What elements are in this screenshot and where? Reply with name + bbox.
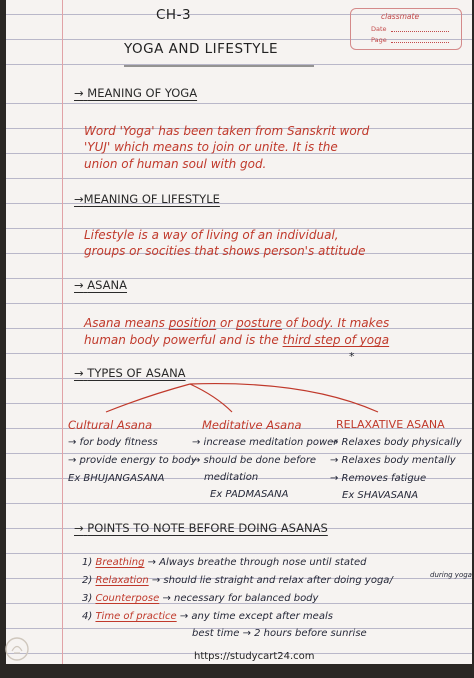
list-item: → Relaxes body physically — [330, 437, 462, 448]
notebook-page — [6, 0, 472, 664]
branch-arrow-meditative — [190, 384, 232, 412]
text-line: Word 'Yoga' has been taken from Sanskrit word — [84, 124, 370, 138]
list-item: Ex PADMASANA — [210, 489, 289, 500]
text-line: union of human soul with god. — [84, 157, 267, 171]
branch-arrow-cultural — [106, 384, 190, 412]
asana-type-meditative: Meditative Asana — [202, 418, 302, 432]
pen-marks — [6, 0, 472, 664]
list-item: → should be done before — [192, 455, 317, 466]
studycart-logo-icon — [4, 636, 30, 662]
chapter-number: CH-3 — [156, 7, 192, 23]
arrow-icon: → — [74, 192, 84, 206]
arrow-icon: → — [74, 86, 84, 100]
watermark-url: https://studycart24.com — [194, 651, 315, 662]
section-heading-meaning-of-lifestyle: →MEANING OF LIFESTYLE — [74, 192, 220, 206]
date-label: Date — [371, 25, 387, 33]
arrow-icon: → — [74, 521, 84, 535]
section-heading-types-of-asana: → TYPES OF ASANA — [74, 366, 186, 380]
list-item: Ex BHUJANGASANA — [68, 473, 165, 484]
arrow-icon: → — [74, 366, 84, 380]
text-line: human body powerful and is the third step of yoga — [84, 333, 390, 347]
text-line: Asana means position or posture of body. It makes — [84, 316, 390, 330]
list-item: → provide energy to body — [68, 455, 197, 466]
branch-arrow-relaxative — [190, 384, 378, 412]
note-aside: during yoga — [430, 571, 472, 579]
arrow-icon: → — [74, 278, 84, 292]
page-title: YOGA AND LIFESTYLE — [124, 41, 279, 57]
text-line: 'YUJ' which means to join or unite. It is the — [84, 140, 338, 154]
text-line: Lifestyle is a way of living of an individual, — [84, 228, 339, 242]
list-item: 4) Time of practice → any time except after meals — [82, 611, 333, 622]
list-item: 3) Counterpose → necessary for balanced body — [82, 593, 319, 604]
list-item: → Removes fatigue — [330, 473, 427, 484]
asana-type-cultural: Cultural Asana — [68, 418, 153, 432]
list-item: Ex SHAVASANA — [342, 490, 419, 501]
list-item: → Relaxes body mentally — [330, 455, 456, 466]
list-item: 2) Relaxation → should lie straight and relax after doing yoga/ — [82, 575, 393, 586]
list-item: best time → 2 hours before sunrise — [192, 628, 367, 639]
page-label: Page — [371, 36, 387, 44]
section-heading-meaning-of-yoga: → MEANING OF YOGA — [74, 86, 198, 100]
list-item: 1) Breathing → Always breathe through nose until stated — [82, 557, 367, 568]
star-mark: * — [349, 350, 355, 363]
brand-name: classmate — [381, 12, 420, 21]
text-line: groups or socities that shows person's attitude — [84, 244, 366, 258]
section-heading-points-to-note: → POINTS TO NOTE BEFORE DOING ASANAS — [74, 521, 328, 535]
list-item: meditation — [204, 472, 259, 483]
list-item: → for body fitness — [68, 437, 158, 448]
asana-type-relaxative: RELAXATIVE ASANA — [336, 418, 445, 431]
section-heading-asana: → ASANA — [74, 278, 128, 292]
list-item: → increase meditation power — [192, 437, 338, 448]
